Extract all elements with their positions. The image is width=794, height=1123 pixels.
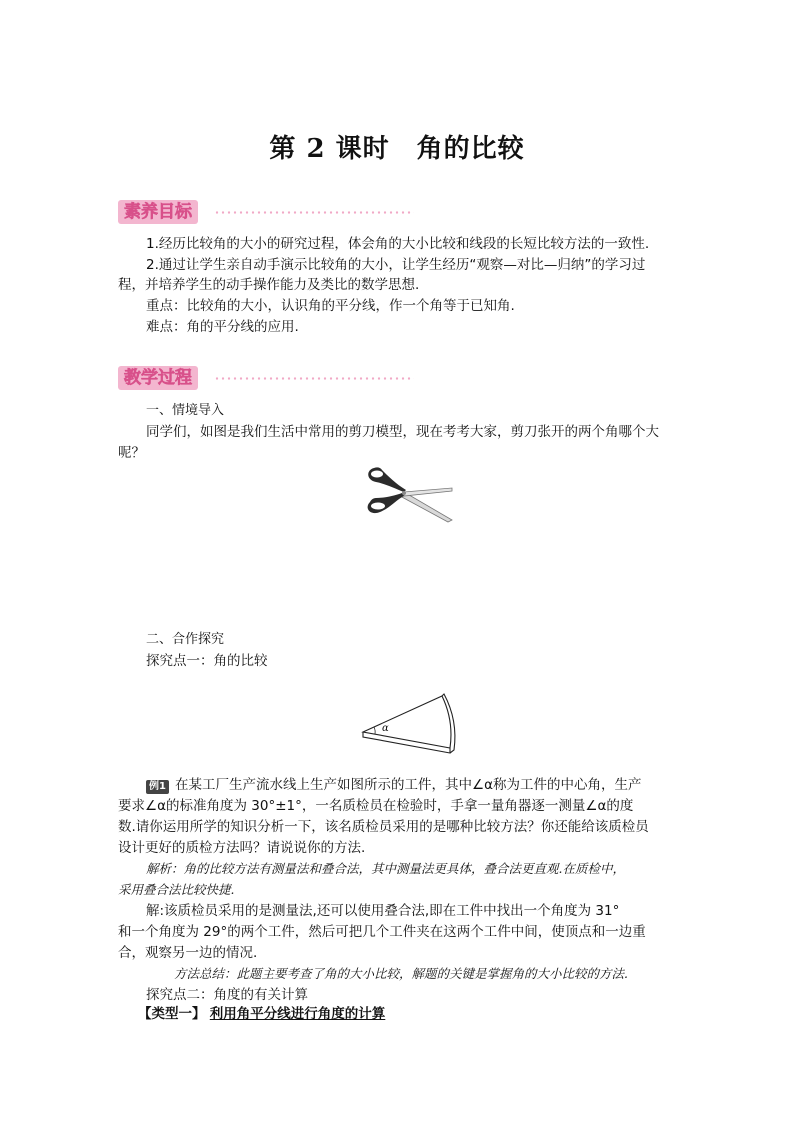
goal-line-2: 2.通过让学生亲自动手演示比较角的大小，让学生经历“观察—对比—归纳”的学习过 bbox=[146, 257, 646, 273]
goal-line-1: 1.经历比较角的大小的研究过程，体会角的大小比较和线段的长短比较方法的一致性. bbox=[146, 236, 650, 252]
solution-line-1: 解:该质检员采用的是测量法,还可以使用叠合法,即在工件中找出一个角度为 31° bbox=[146, 903, 620, 919]
method-summary: 方法总结：此题主要考查了角的大小比较，解题的关键是掌握角的大小比较的方法. bbox=[174, 966, 628, 981]
intro-heading: 一、情境导入 bbox=[146, 403, 225, 418]
analysis-line-2: 采用叠合法比较快捷. bbox=[118, 882, 235, 897]
explore-point-2: 探究点二：角度的有关计算 bbox=[146, 987, 308, 1003]
example-1-line-1 bbox=[118, 775, 678, 795]
type-one-heading bbox=[138, 1004, 698, 1024]
intro-text-1: 同学们，如图是我们生活中常用的剪刀模型，现在考考大家，剪刀张开的两个角哪个大 bbox=[146, 424, 659, 440]
solution-line-2: 和一个角度为 29°的两个工件，然后可把几个工件夹在这两个工件中间，使顶点和一边重 bbox=[118, 924, 646, 940]
explore-point-1: 探究点一：角的比较 bbox=[146, 653, 268, 669]
section-banner-process bbox=[118, 366, 418, 390]
banner-dots bbox=[214, 211, 414, 214]
angle-alpha-label: α bbox=[382, 723, 389, 734]
type-one-text: 利用角平分线进行角度的计算 bbox=[209, 1006, 386, 1022]
example-1-text: 在某工厂生产流水线上生产如图所示的工件，其中∠α称为工件的中心角，生产 bbox=[174, 777, 642, 793]
example-1-line-3: 数.请你运用所学的知识分析一下，该名质检员采用的是哪种比较方法？你还能给该质检员 bbox=[118, 819, 649, 835]
explore-heading: 二、合作探究 bbox=[146, 632, 225, 647]
section-label-process: 教学过程 bbox=[124, 368, 192, 388]
example-1-line-4: 设计更好的质检方法吗？请说说你的方法. bbox=[118, 840, 366, 856]
intro-text-2: 呢？ bbox=[118, 445, 145, 461]
goal-difficulty: 难点：角的平分线的应用. bbox=[146, 319, 299, 335]
type-one-label: 【类型一】 bbox=[138, 1006, 206, 1022]
scissors-image bbox=[360, 462, 456, 524]
page-title: 第 2 课时 角的比较 bbox=[269, 134, 525, 164]
section-label-goals: 素养目标 bbox=[124, 202, 192, 222]
banner-dots bbox=[214, 377, 414, 380]
example-badge: 例1 bbox=[146, 780, 169, 794]
section-banner-goals bbox=[118, 200, 418, 224]
goal-line-3: 程，并培养学生的动手操作能力及类比的数学思想. bbox=[118, 277, 420, 293]
solution-line-3: 合，观察另一边的情况. bbox=[118, 945, 258, 961]
analysis-line-1: 解析：角的比较方法有测量法和叠合法，其中测量法更具体，叠合法更直观.在质检中， bbox=[146, 861, 625, 876]
workpiece-figure bbox=[360, 688, 460, 766]
goal-key-point: 重点：比较角的大小，认识角的平分线，作一个角等于已知角. bbox=[146, 298, 515, 314]
example-1-line-2: 要求∠α的标准角度为 30°±1°，一名质检员在检验时，手拿一量角器逐一测量∠α的度 bbox=[118, 798, 634, 814]
